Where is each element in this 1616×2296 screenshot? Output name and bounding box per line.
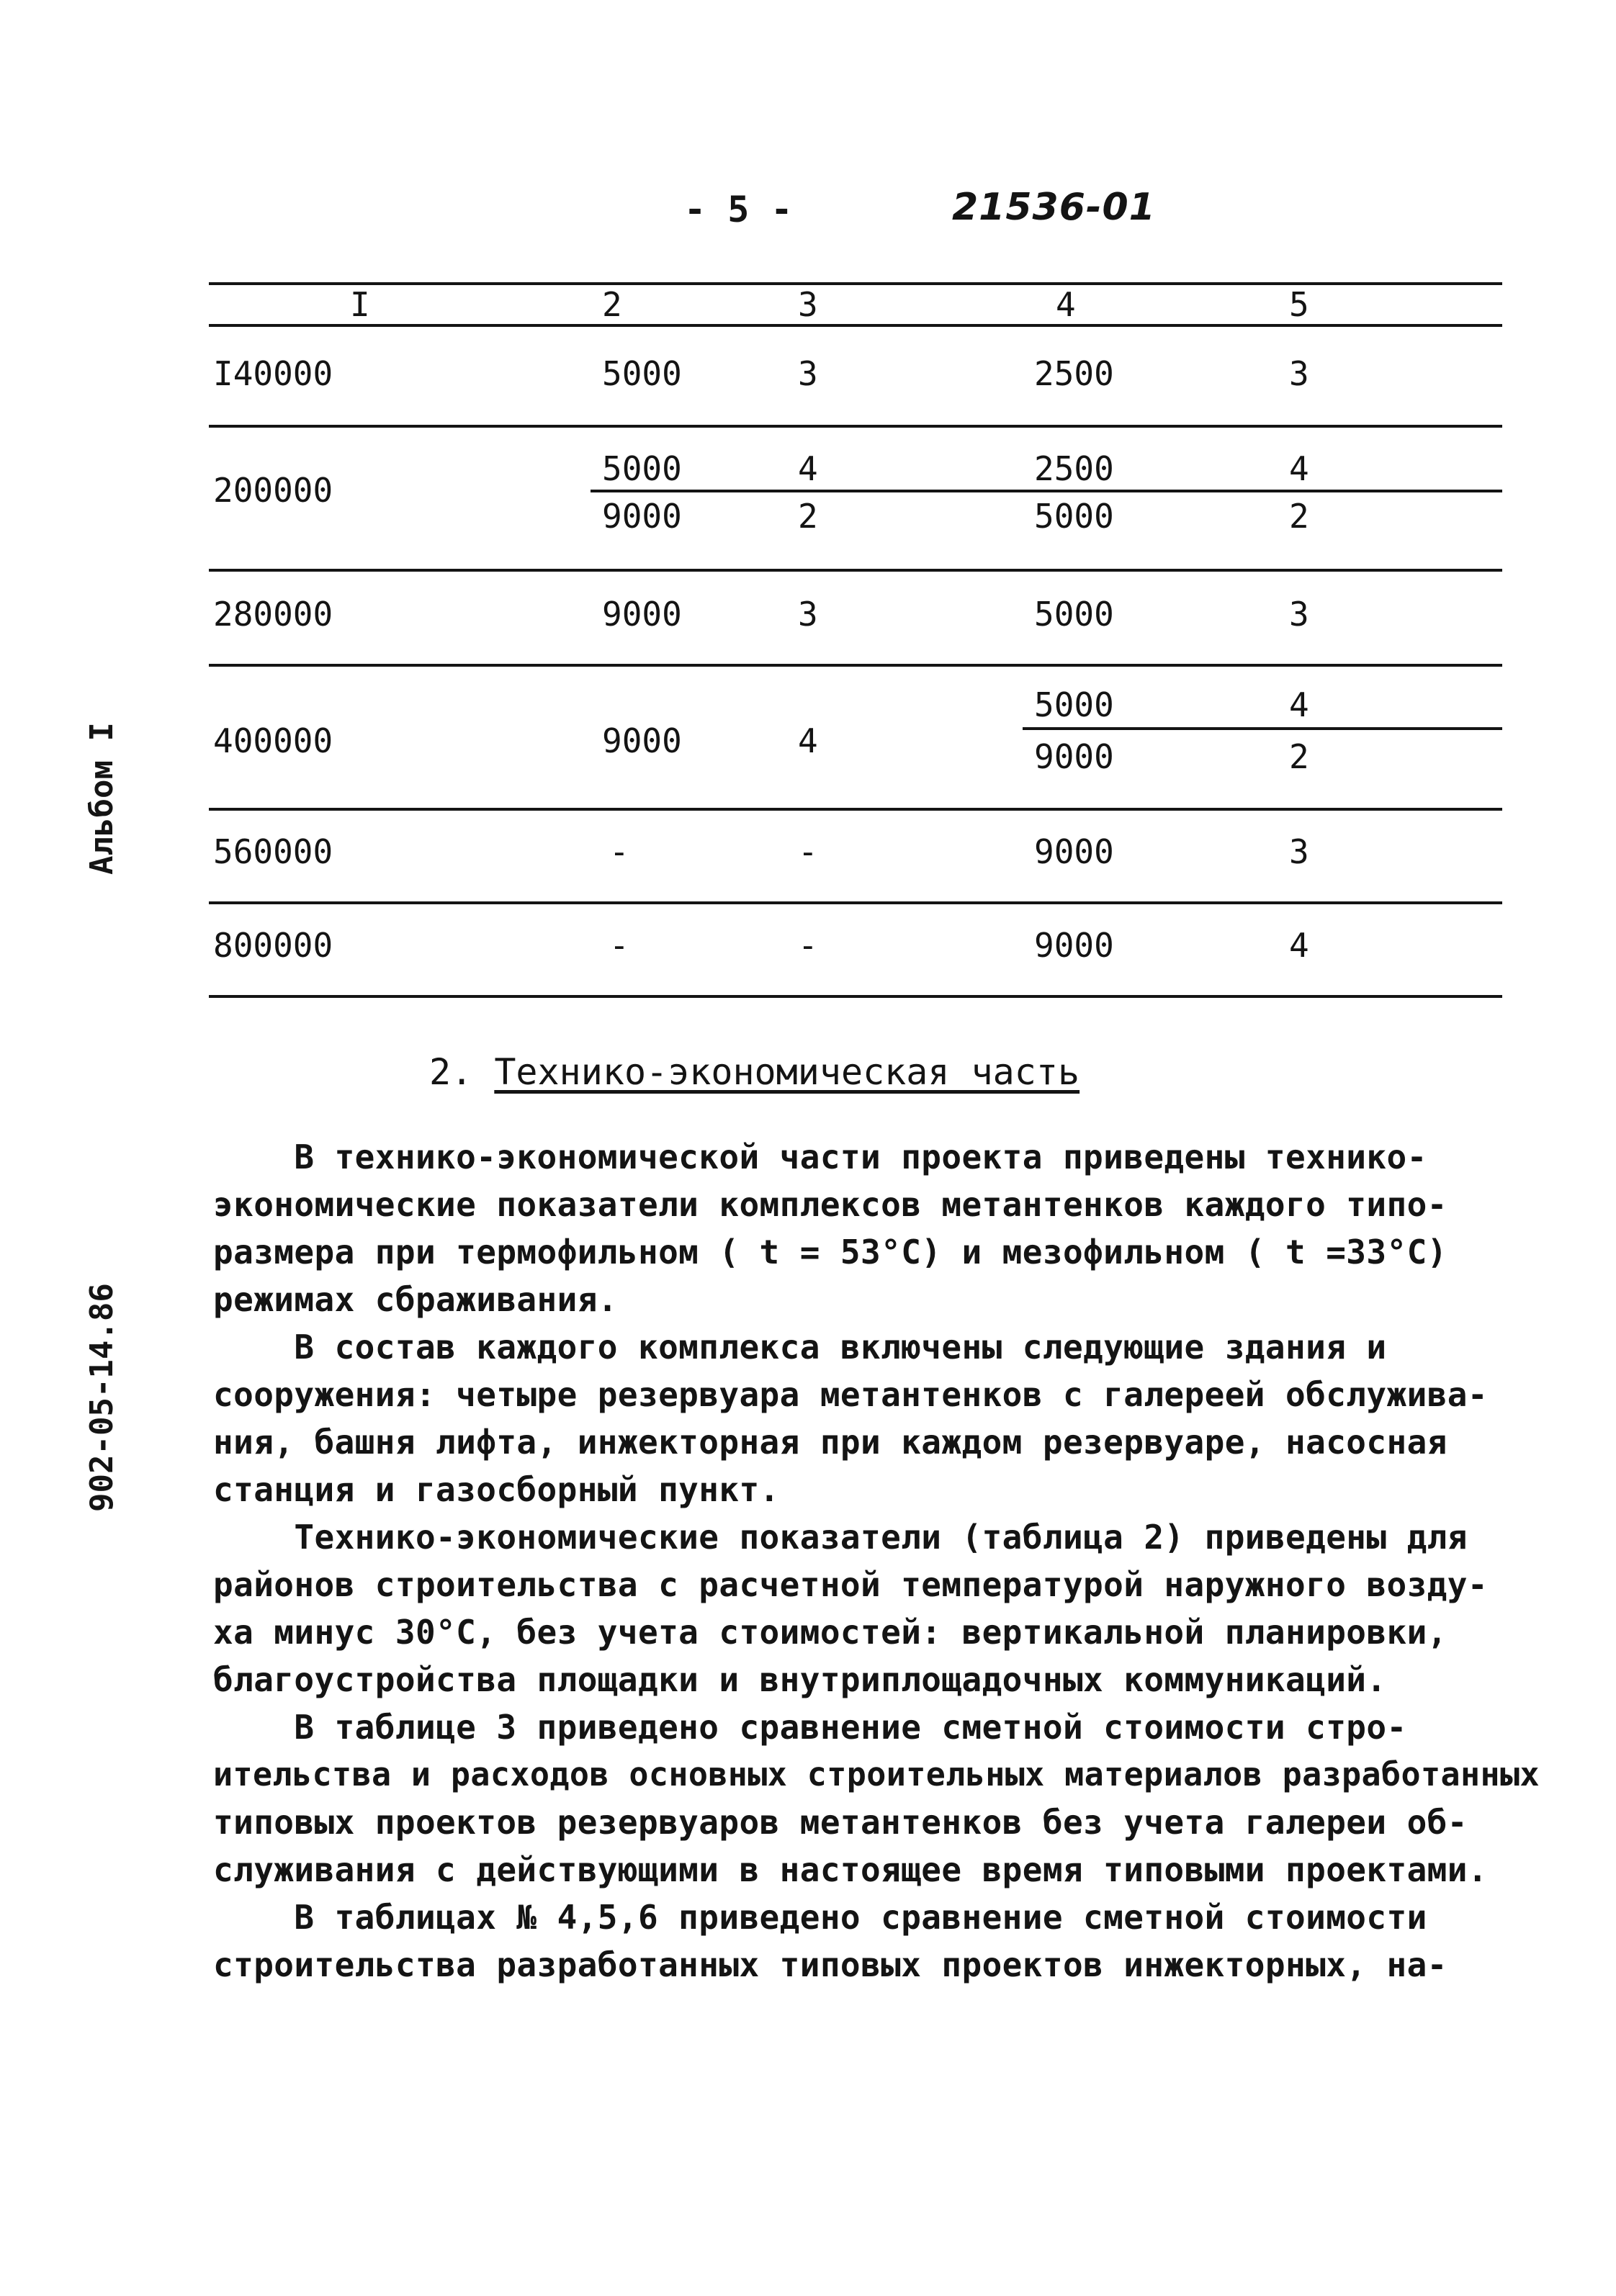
body-line: станция и газосборный пункт. xyxy=(213,1470,780,1509)
section-heading xyxy=(429,1051,1079,1093)
table-cell: - xyxy=(798,926,818,965)
table-cell: 5000 xyxy=(1034,685,1114,724)
column-header: 2 xyxy=(602,285,622,324)
body-line: Технико-экономические показатели (таблица 2) приведены для xyxy=(213,1518,1468,1557)
table-cell: 4 xyxy=(798,721,818,760)
document-code: 21536-01 xyxy=(952,186,1156,229)
table-cell: 2 xyxy=(1289,737,1309,776)
table-cell: 9000 xyxy=(1034,737,1114,776)
table-cell: 2500 xyxy=(1034,354,1114,393)
table-cell: 5000 xyxy=(602,354,682,393)
body-line: экономические показатели комплексов метантенков каждого типо- xyxy=(213,1185,1447,1224)
body-line: строительства разработанных типовых проектов инжекторных, на- xyxy=(213,1945,1447,1984)
table-cell: 9000 xyxy=(1034,832,1114,871)
table-cell: 5000 xyxy=(1034,497,1114,536)
body-line: сооружения: четыре резервуара метантенков с галереей обслужива- xyxy=(213,1375,1488,1414)
album-label: Альбом I xyxy=(84,722,120,875)
table-header-rule xyxy=(209,324,1502,327)
row-divider xyxy=(209,901,1502,904)
table-cell: I40000 xyxy=(213,354,333,393)
table-cell: 9000 xyxy=(1034,926,1114,965)
table-cell: 3 xyxy=(1289,595,1309,634)
table-cell: - xyxy=(609,926,629,965)
table-cell: 560000 xyxy=(213,832,333,871)
table-cell: - xyxy=(609,832,629,871)
table-cell: 2500 xyxy=(1034,449,1114,488)
table-cell: 9000 xyxy=(602,497,682,536)
table-cell: 400000 xyxy=(213,721,333,760)
table-cell: 5000 xyxy=(1034,595,1114,634)
page-number: - 5 - xyxy=(684,189,793,230)
table-cell: 2 xyxy=(1289,497,1309,536)
column-header: I xyxy=(350,285,370,324)
table-cell: 5000 xyxy=(602,449,682,488)
body-line: размера при термофильном ( t = 53°C) и мезофильном ( t =33°C) xyxy=(213,1233,1447,1271)
table-bottom-rule xyxy=(209,995,1502,998)
row-divider xyxy=(209,425,1502,428)
column-header: 3 xyxy=(798,285,818,324)
section-number: 2. xyxy=(429,1051,473,1093)
row-split-rule xyxy=(1023,727,1502,730)
body-line: В таблице 3 приведено сравнение сметной стоимости стро- xyxy=(213,1708,1407,1747)
table-cell: 3 xyxy=(1289,354,1309,393)
table-cell: 9000 xyxy=(602,721,682,760)
body-line: ния, башня лифта, инжекторная при каждом резервуаре, насосная xyxy=(213,1423,1447,1462)
body-line: ительства и расходов основных строительных материалов разработанных xyxy=(213,1755,1540,1793)
document-number: 902-05-14.86 xyxy=(84,1283,120,1512)
body-line: типовых проектов резервуаров метантенков без учета галереи об- xyxy=(213,1803,1468,1842)
body-line: В технико-экономической части проекта приведены технико- xyxy=(213,1138,1427,1176)
table-cell: - xyxy=(798,832,818,871)
row-divider xyxy=(209,664,1502,667)
table-cell: 9000 xyxy=(602,595,682,634)
body-line: служивания с действующими в настоящее время типовыми проектами. xyxy=(213,1850,1488,1889)
table-cell: 3 xyxy=(798,354,818,393)
table-cell: 800000 xyxy=(213,926,333,965)
table-cell: 4 xyxy=(798,449,818,488)
body-line: В состав каждого комплекса включены следующие здания и xyxy=(213,1328,1387,1367)
body-line: режимах сбраживания. xyxy=(213,1280,618,1319)
body-line: ха минус 30°С, без учета стоимостей: вертикальной планировки, xyxy=(213,1613,1447,1652)
table-cell: 200000 xyxy=(213,471,333,510)
table-cell: 4 xyxy=(1289,685,1309,724)
body-line: районов строительства с расчетной температурой наружного возду- xyxy=(213,1565,1488,1604)
table-cell: 4 xyxy=(1289,449,1309,488)
row-divider xyxy=(209,569,1502,572)
column-header: 5 xyxy=(1289,285,1309,324)
table-cell: 3 xyxy=(798,595,818,634)
table-cell: 280000 xyxy=(213,595,333,634)
table-cell: 4 xyxy=(1289,926,1309,965)
row-divider xyxy=(209,808,1502,811)
section-title: Технико-экономическая часть xyxy=(494,1051,1080,1093)
column-header: 4 xyxy=(1056,285,1076,324)
body-line: благоустройства площадки и внутриплощадочных коммуникаций. xyxy=(213,1660,1387,1699)
body-line: В таблицах № 4,5,6 приведено сравнение сметной стоимости xyxy=(213,1898,1427,1937)
table-cell: 3 xyxy=(1289,832,1309,871)
row-split-rule xyxy=(591,490,1502,492)
table-cell: 2 xyxy=(798,497,818,536)
